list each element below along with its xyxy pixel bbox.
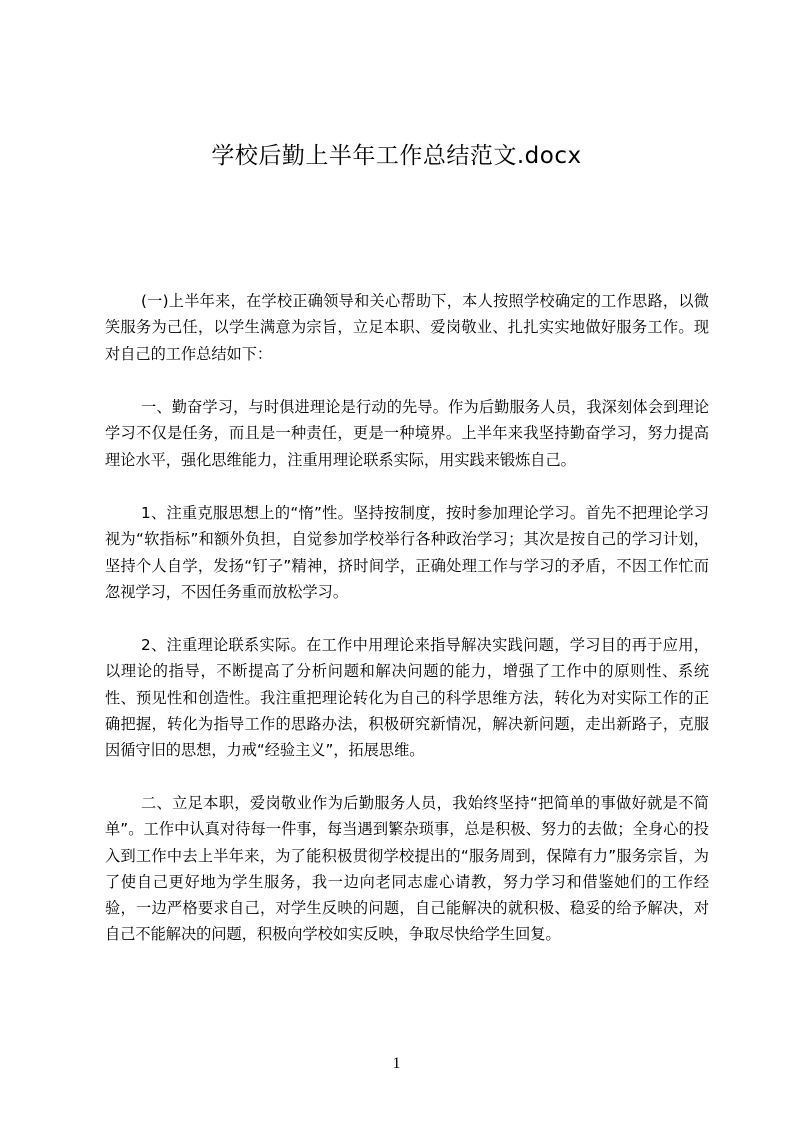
paragraph-intro: (一)上半年来，在学校正确领导和关心帮助下，本人按照学校确定的工作思路，以微笑服务为己任，以学生满意为宗旨，立足本职、爱岗敬业、扎扎实实地做好服务工作。现对自己的工作总结如下： — [105, 292, 709, 363]
document-title: 学校后勤上半年工作总结范文.docx — [211, 143, 582, 169]
page-number: 1 — [392, 1055, 401, 1072]
paragraph-dedication: 二、立足本职，爱岗敬业作为后勤服务人员，我始终坚持“把简单的事做好就是不简单”。工作中认真对待每一件事，每当遇到繁杂琐事，总是积极、努力的去做；全身心的投入到工作中去上半年来，为了能积极贯彻学校提出的“服务周到，保障有力”服务宗旨，为了使自己更好地为学生服务，我一边向老同志虚心请教，努力学习和借鉴她们的工作经验，一边严格要求自己，对学生反映的问题，自己能解决的就积极、稳妥的给予解决，对自己不能解决的问题，积极向学校如实反映，争取尽快给学生回复。 — [105, 794, 709, 944]
paragraph-overcome-laziness: 1、注重克服思想上的“惰”性。坚持按制度，按时参加理论学习。首先不把理论学习视为“软指标”和额外负担，自觉参加学校举行各种政治学习；其次是按自己的学习计划，坚持个人自学，发扬“钉子”精神，挤时间学，正确处理工作与学习的矛盾，不因工作忙而忽视学习，不因任务重而放松学习。 — [105, 504, 709, 601]
paragraph-theory-practice: 2、注重理论联系实际。在工作中用理论来指导解决实践问题，学习目的再于应用，以理论的指导，不断提高了分析问题和解决问题的能力，增强了工作中的原则性、系统性、预见性和创造性。我注重把理论转化为自己的科学思维方法，转化为对实际工作的正确把握，转化为指导工作的思路办法，积极研究新情况，解决新问题，走出新路子，克服因循守旧的思想，力戒“经验主义”，拓展思维。 — [105, 636, 709, 760]
paragraph-study: 一、勤奋学习，与时俱进理论是行动的先导。作为后勤服务人员，我深刻体会到理论学习不仅是任务，而且是一种责任，更是一种境界。上半年来我坚持勤奋学习，努力提高理论水平，强化思维能力，注重用理论联系实际，用实践来锻炼自己。 — [105, 398, 709, 469]
